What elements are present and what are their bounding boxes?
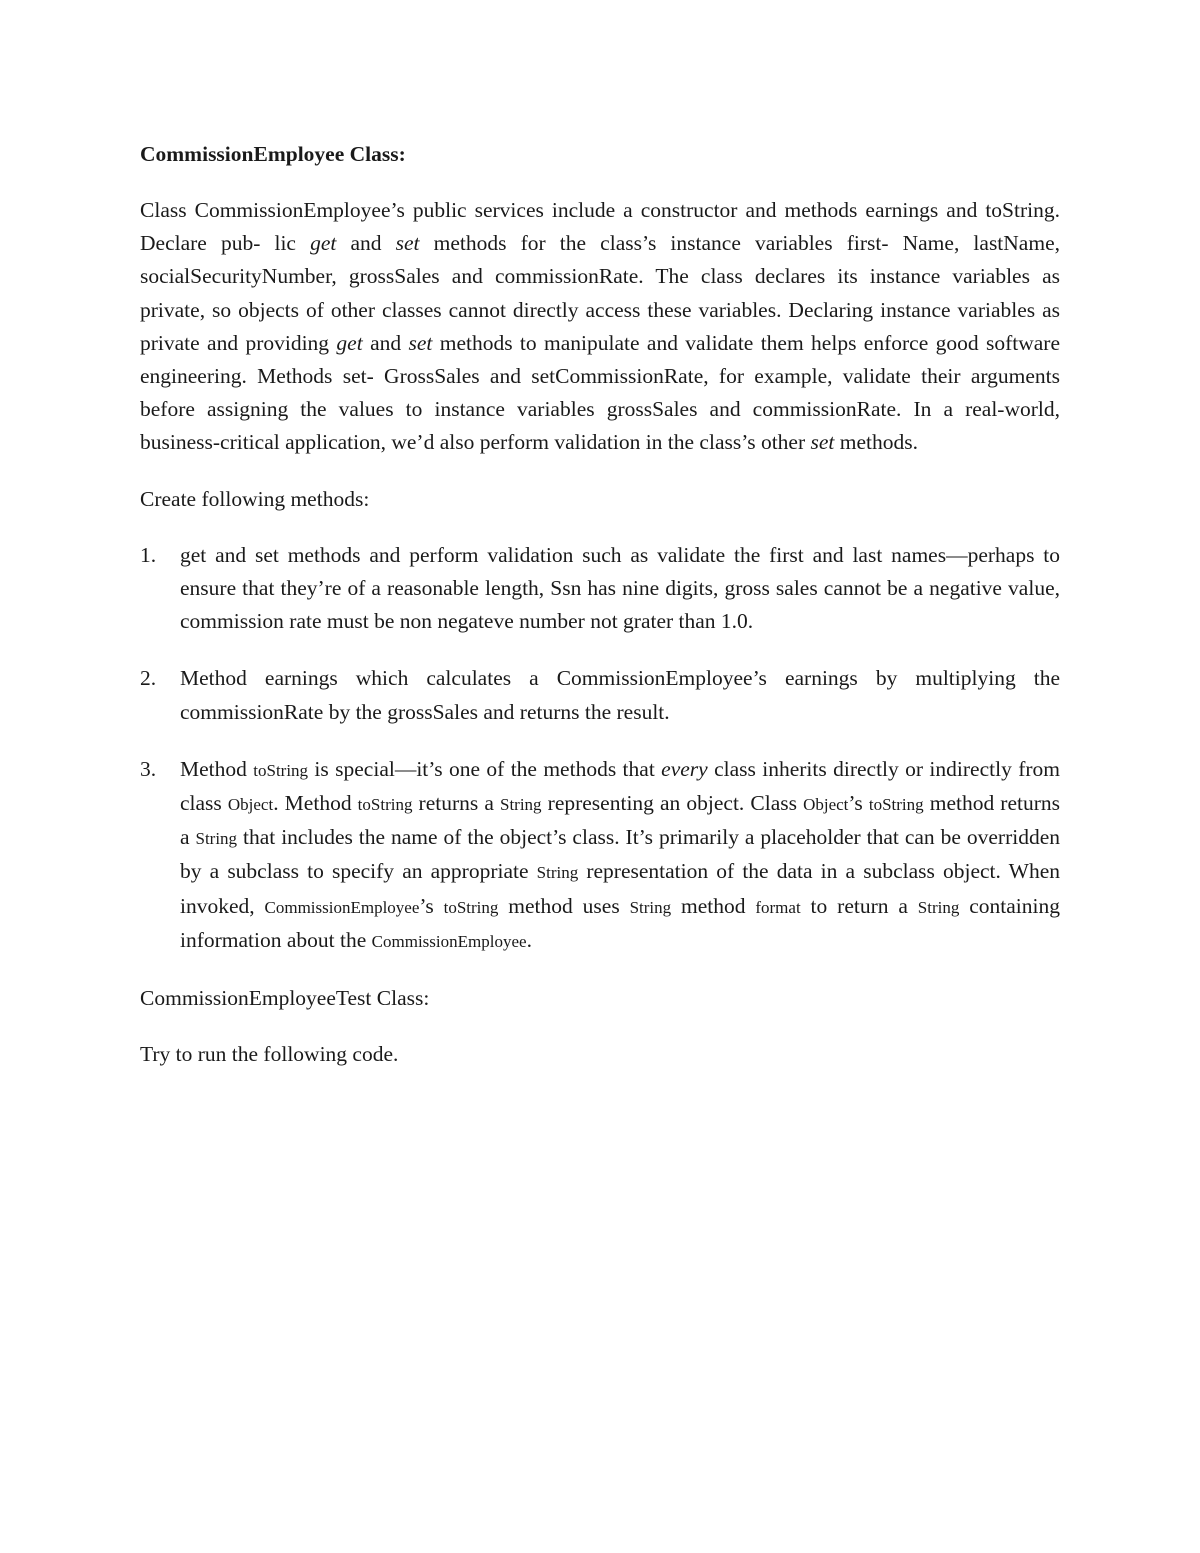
emphasis-term: every <box>661 756 708 781</box>
list-item-text-part: . <box>526 927 532 952</box>
list-item-text-part: method returns a <box>180 791 1061 850</box>
code-term: Object <box>227 795 274 815</box>
intro-get-1: get <box>310 231 337 256</box>
list-item-text-part: ’s <box>419 893 444 918</box>
list-item-text-part: representing an object. Class <box>541 791 804 816</box>
intro-text-4: and <box>362 330 409 355</box>
intro-set-3: set <box>810 430 835 455</box>
list-item-text-part: containing information about the <box>180 893 1060 952</box>
list-item-text-part: to return a <box>800 893 918 918</box>
intro-text-5: methods to manipulate and validate them helps enforce good software engineering. Methods set- GrossSales and setCommissionRate, for example, validate their arguments before assigning the values to instance variables grossSales and commissionRate. In a real-world, business-critical application, we’d also perform validation in the class’s other <box>140 330 1060 455</box>
list-item-text-part: method <box>671 893 756 918</box>
intro-text-3: methods for the class’s instance variables first- Name, lastName, socialSecurityNumber, grossSales and commissionRate. The class declares its instance variables as private, so objects of other classes cannot directly access these variables. Declaring instance variables as private and providing <box>140 231 1060 355</box>
section-heading-commission-employee: CommissionEmployee Class: <box>140 142 406 166</box>
code-term: toString <box>868 795 924 815</box>
create-methods-heading: Create following methods: <box>140 486 370 511</box>
intro-text-6: methods. <box>834 430 918 455</box>
code-term: String <box>629 897 672 917</box>
list-item-text-part: that includes the name of the object’s class. It’s primarily a placeholder that can be overridden by a subclass to specify an appropriate <box>180 825 1060 884</box>
code-term: CommissionEmployee <box>371 931 527 951</box>
intro-text-1: Class CommissionEmployee’s public services include a constructor and methods earnings and toString. Declare pub- lic <box>140 198 1060 256</box>
intro-paragraph <box>140 194 1060 460</box>
code-term: toString <box>443 897 499 917</box>
document-page <box>140 138 1060 1071</box>
intro-get-2: get <box>336 330 363 355</box>
list-item-text: get and set methods and perform validation such as validate the first and last names—perhaps to ensure that they’re of a reasonable length, Ssn has nine digits, gross sales cannot be a negative value, commission rate must be non negateve number not grater than 1.0. <box>180 542 1060 634</box>
code-term: format <box>755 897 801 917</box>
code-term: toString <box>253 760 309 780</box>
list-item-text-part: representation of the data in a subclass object. When invoked, <box>180 859 1060 918</box>
code-term: Object <box>803 795 849 815</box>
list-item-text-part: returns a <box>412 791 500 816</box>
test-class-heading: CommissionEmployeeTest Class: <box>140 986 430 1011</box>
intro-set-1: set <box>395 231 420 256</box>
intro-set-2: set <box>408 330 433 355</box>
list-item-text-part: Method <box>180 756 254 781</box>
code-term: String <box>536 863 579 883</box>
list-number: 2. <box>140 666 157 691</box>
code-term: String <box>917 897 960 917</box>
closing-text: Try to run the following code. <box>140 1042 399 1067</box>
code-term: toString <box>357 795 413 815</box>
list-item <box>140 539 1060 639</box>
list-item-text-part: . Method <box>273 791 358 816</box>
list-number: 1. <box>140 542 157 567</box>
list-item-text-part: is special—it’s one of the methods that <box>308 756 662 781</box>
intro-text-2: and <box>336 231 396 256</box>
code-term: String <box>500 795 542 815</box>
list-item-text-part: ’s <box>848 791 869 816</box>
list-item-text-part: class inherits directly or indirectly from class <box>180 756 1060 816</box>
list-item-text: Method earnings which calculates a CommissionEmployee’s earnings by multiplying the commissionRate by the grossSales and returns the result. <box>180 666 1060 724</box>
list-item <box>140 662 1060 728</box>
code-term: String <box>195 829 238 849</box>
list-item <box>140 753 1060 958</box>
code-term: CommissionEmployee <box>264 897 420 917</box>
methods-list <box>140 539 1060 958</box>
list-item-text-part: method uses <box>498 893 630 918</box>
list-number: 3. <box>140 756 157 781</box>
